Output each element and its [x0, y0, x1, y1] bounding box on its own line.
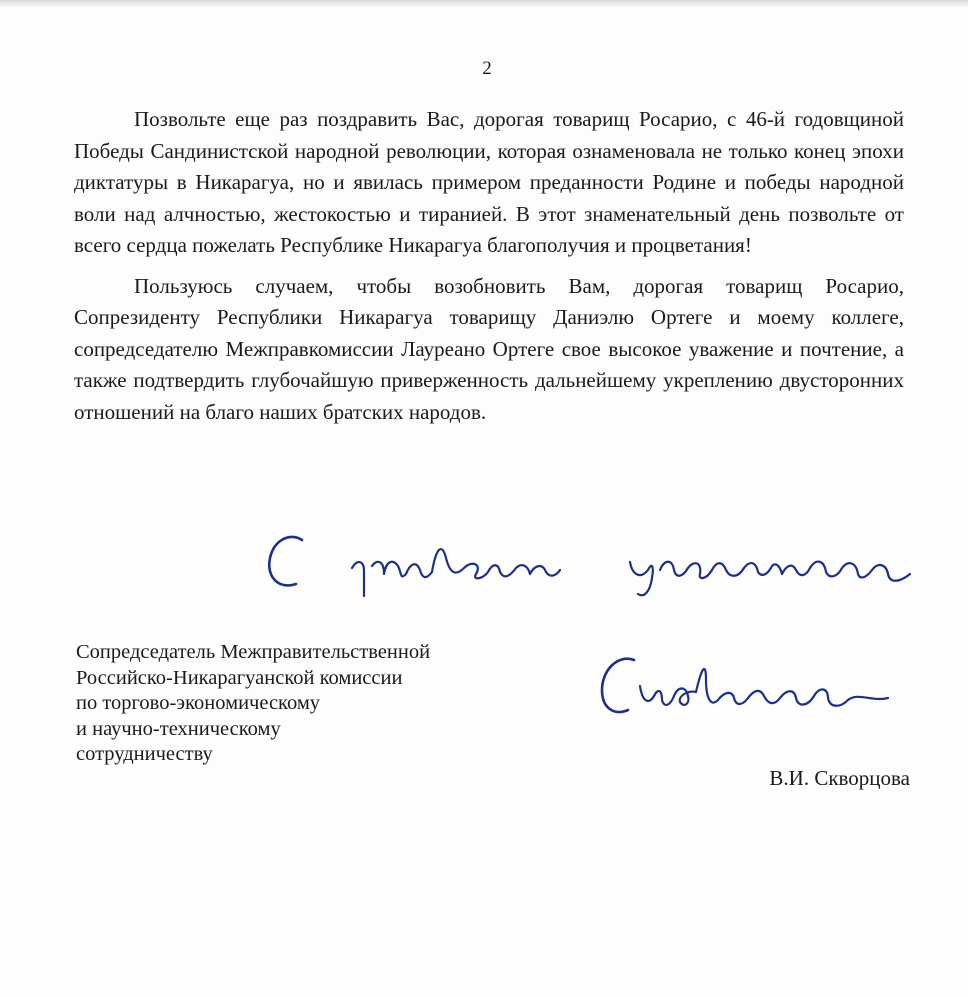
signer-title-line: по торгово-экономическому [76, 692, 321, 714]
handwritten-closing [260, 518, 930, 608]
signer-title-line: Сопредседатель Межправительственной [76, 641, 431, 663]
signer-title-line: Российско-Никарагуанской комиссии [76, 666, 403, 689]
page-number: 2 [482, 58, 492, 79]
signer-title-line: сотрудничеству [76, 743, 213, 765]
scan-edge-shadow [0, 0, 968, 8]
signer-title [76, 640, 546, 768]
signer-title-line: и научно-техническому [76, 717, 281, 740]
paragraph-congratulations: Позвольте еще раз поздравить Вас, дорогая товарищ Росарио, с 46-й годовщиной Победы Сандинистской народной революции, которая ознаменовала не только конец эпохи диктатуры в Никарагуа, но и явилась примером преданности Родине и победы народной воли над алчностью, жестокостью и тиранией. В этот знаменательный день позвольте от всего сердца пожелать Республике Никарагуа благополучия и процветания! [74, 107, 904, 257]
handwritten-signature [596, 646, 896, 730]
paragraph-respects: Пользуюсь случаем, чтобы возобновить Вам, дорогая товарищ Росарио, Сопрезиденту Республики Никарагуа товарищу Даниэлю Ортеге и моему коллеге, сопредседателю Межправкомиссии Лауреано Ортеге свое высокое уважение и почтение, а также подтвердить глубочайшую приверженность дальнейшему укреплению двусторонних отношений на благо наших братских народов. [74, 273, 904, 424]
letter-body [74, 104, 904, 437]
signer-name: В.И. Скворцова [769, 766, 910, 790]
